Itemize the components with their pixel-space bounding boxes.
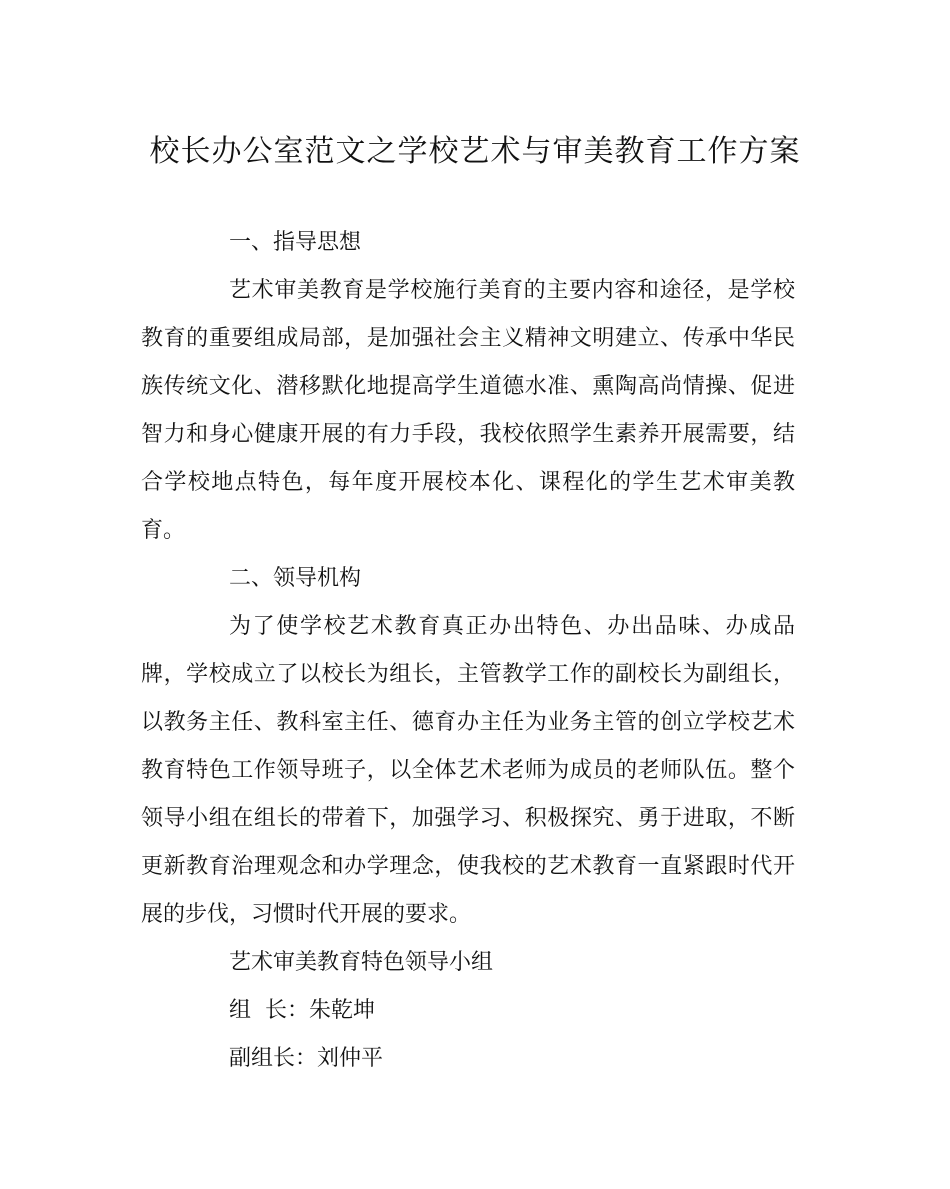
leadership-group-title: 艺术审美教育特色领导小组 xyxy=(229,950,494,975)
paragraph-leadership: 为了使学校艺术教育真正办出特色、办出品味、办成品牌，学校成立了以校长为组长，主管教学工作的副校长为副组长，以教务主任、教科室主任、德育办主任为业务主管的创立学校艺术教育特色工作领导班子，以全体艺术老师为成员的老师队伍。整个领导小组在组长的带着下，加强学习、积极探究、勇于进取，不断更新教育治理观念和办学理念，使我校的艺术教育一直紧跟时代开展的步伐，习惯时代开展的要求。 xyxy=(141,614,795,927)
group-deputy-line: 副组长：刘仲平 xyxy=(229,1046,384,1071)
section-heading-guiding-ideology: 一、指导思想 xyxy=(229,230,362,255)
section-heading-leadership: 二、领导机构 xyxy=(229,566,362,591)
document-title: 校长办公室范文之学校艺术与审美教育工作方案 xyxy=(149,134,801,169)
paragraph-guiding-ideology: 艺术审美教育是学校施行美育的主要内容和途径，是学校教育的重要组成局部，是加强社会主义精神文明建立、传承中华民族传统文化、潜移默化地提高学生道德水准、熏陶高尚情操、促进智力和身心健康开展的有力手段，我校依照学生素养开展需要，结合学校地点特色，每年度开展校本化、课程化的学生艺术审美教育。 xyxy=(141,278,795,543)
group-leader-line: 组 长：朱乾坤 xyxy=(229,998,375,1023)
document-body xyxy=(141,219,795,1083)
